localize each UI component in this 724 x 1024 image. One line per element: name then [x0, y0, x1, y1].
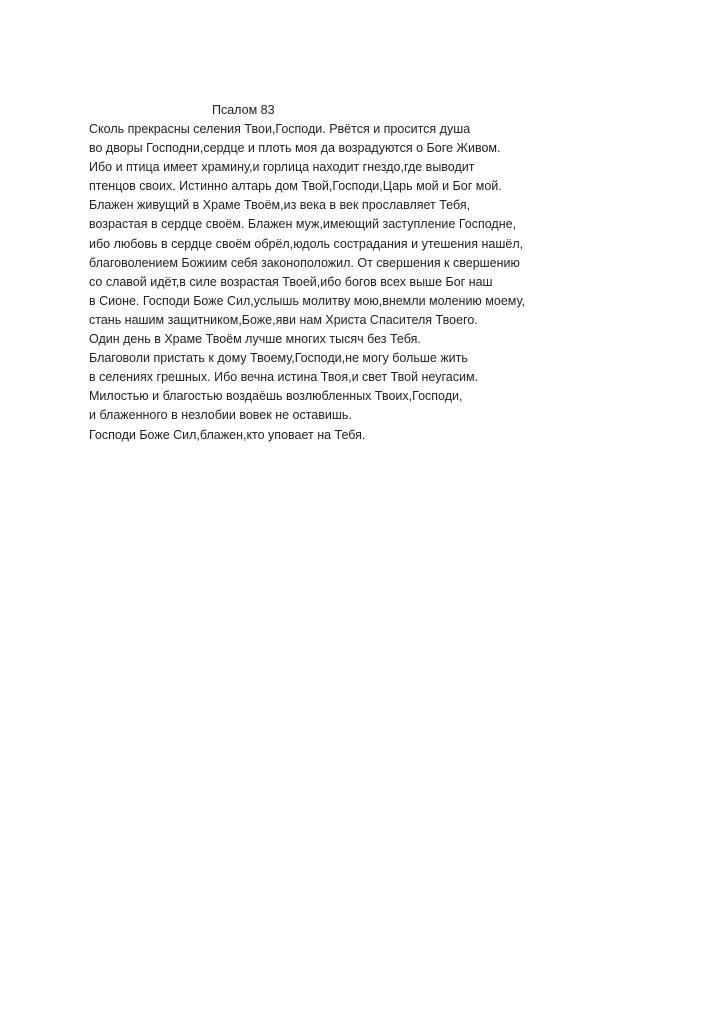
text-line: Ибо и птица имеет храмину,и горлица находит гнездо,где выводит	[89, 160, 475, 175]
document-title: Псалом 83	[212, 103, 275, 117]
text-line: со славой идёт,в силе возрастая Твоей,ибо богов всех выше Бог наш	[89, 274, 493, 289]
text-line: стань нашим защитником,Боже,яви нам Христа Спасителя Твоего.	[89, 312, 478, 327]
text-line: возрастая в сердце своём. Блажен муж,имеющий заступление Господне,	[89, 217, 517, 232]
text-line: Благоволи пристать к дому Твоему,Господи,не могу больше жить	[89, 351, 468, 366]
text-line: ибо любовь в сердце своём обрёл,юдоль сострадания и утешения нашёл,	[89, 236, 524, 251]
text-line: Один день в Храме Твоём лучше многих тысяч без Тебя.	[89, 332, 421, 347]
text-line: благоволением Божиим себя законоположил. От свершения к свершению	[89, 255, 520, 270]
text-line: в Сионе. Господи Боже Сил,услышь молитву мою,внемли молению моему,	[89, 293, 525, 308]
text-line: в селениях грешных. Ибо вечна истина Твоя,и свет Твой неугасим.	[89, 370, 479, 385]
text-line: Милостью и благостью воздаёшь возлюбленных Твоих,Господи,	[89, 389, 463, 404]
text-line: и блаженного в незлобии вовек не оставишь.	[89, 408, 352, 423]
text-line: Блажен живущий в Храме Твоём,из века в век прославляет Тебя,	[89, 198, 471, 213]
text-line: Сколь прекрасны селения Твои,Господи. Рвётся и просится душа	[89, 122, 471, 136]
text-line: во дворы Господни,сердце и плоть моя да возрадуются о Боге Живом.	[89, 141, 501, 156]
text-line: Господи Боже Сил,блажен,кто уповает на Тебя.	[89, 427, 366, 442]
document-body	[89, 120, 525, 445]
text-line: птенцов своих. Истинно алтарь дом Твой,Господи,Царь мой и Бог мой.	[89, 179, 502, 194]
